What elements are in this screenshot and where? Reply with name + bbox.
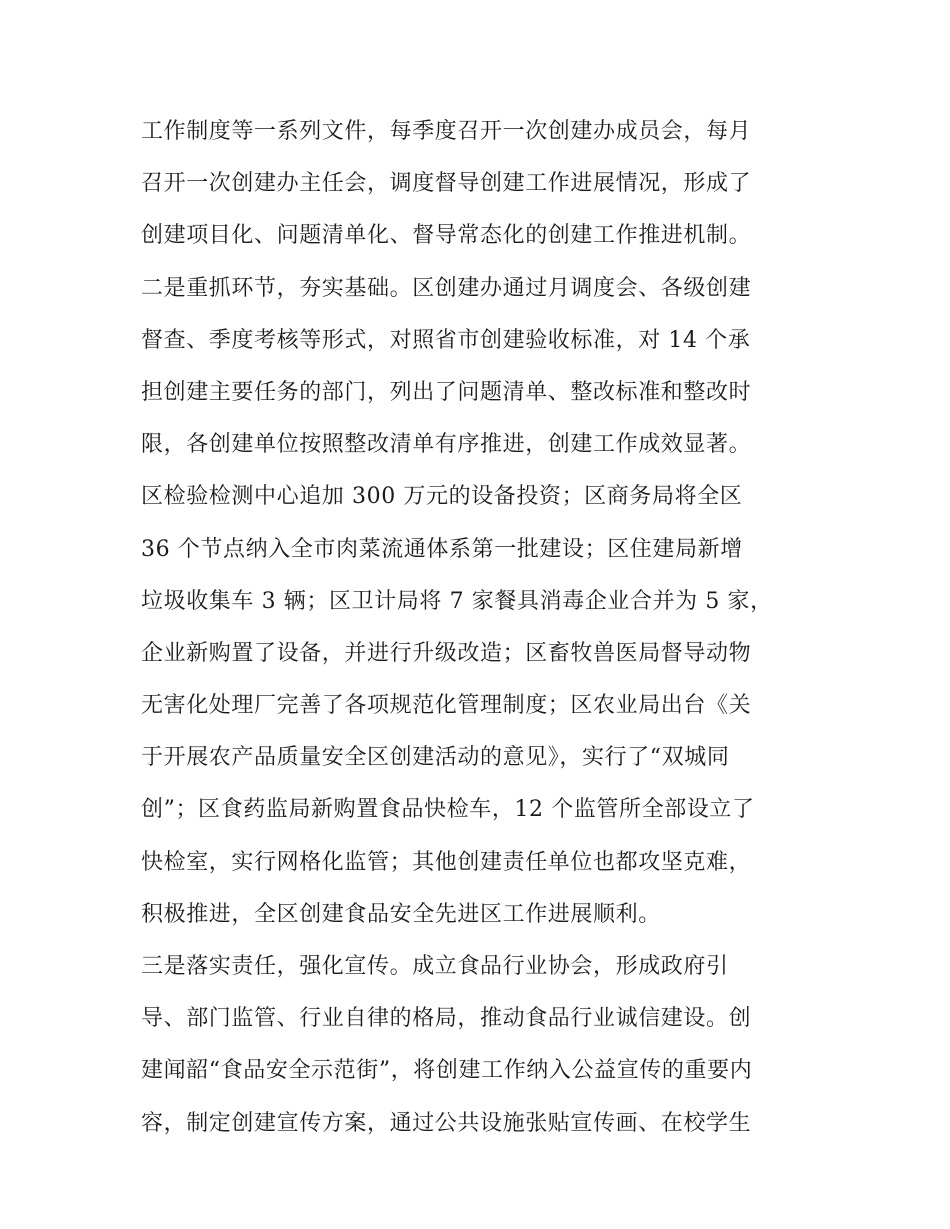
text-line: 垃圾收集车 3 辆；区卫计局将 7 家餐具消毒企业合并为 5 家， [141, 588, 773, 614]
text-line: 36 个节点纳入全市肉菜流通体系第一批建设；区住建局新增 [141, 536, 743, 562]
text-line: 于开展农产品质量安全区创建活动的意见》，实行了“双城同 [141, 745, 730, 771]
text-line: 积极推进，全区创建食品安全先进区工作进展顺利。 [141, 901, 661, 927]
text-line: 导、部门监管、行业自律的格局，推动食品行业诚信建设。创 [141, 1006, 752, 1032]
text-line: 限，各创建单位按照整改清单有序推进，创建工作成效显著。 [141, 432, 752, 458]
text-line: 工作制度等一系列文件，每季度召开一次创建办成员会，每月 [141, 119, 752, 144]
text-line: 容，制定创建宣传方案，通过公共设施张贴宣传画、在校学生 [141, 1110, 752, 1136]
text-line: 督查、季度考核等形式，对照省市创建验收标准，对 14 个承 [141, 327, 751, 353]
text-line: 快检室，实行网格化监管；其他创建责任单位也都攻坚克难， [141, 849, 752, 875]
text-line: 创”；区食药监局新购置食品快检车，12 个监管所全部设立了 [141, 797, 755, 823]
text-line: 三是落实责任，强化宣传。成立食品行业协会，形成政府引 [141, 954, 729, 979]
text-line: 召开一次创建办主任会，调度督导创建工作进展情况，形成了 [141, 171, 752, 197]
text-line: 担创建主要任务的部门，列出了问题清单、整改标准和整改时 [141, 379, 752, 405]
text-line: 区检验检测中心追加 300 万元的设备投资；区商务局将全区 [141, 484, 743, 510]
text-line: 无害化处理厂完善了各项规范化管理制度；区农业局出台《关 [141, 693, 752, 719]
body-text [141, 106, 821, 1150]
text-line: 二是重抓环节，夯实基础。区创建办通过月调度会、各级创建 [141, 275, 752, 301]
text-line: 企业新购置了设备，并进行升级改造；区畜牧兽医局督导动物 [141, 640, 752, 666]
text-line: 创建项目化、问题清单化、督导常态化的创建工作推进机制。 [141, 223, 752, 249]
text-line: 建闻韶“食品安全示范街”，将创建工作纳入公益宣传的重要内 [141, 1058, 753, 1084]
